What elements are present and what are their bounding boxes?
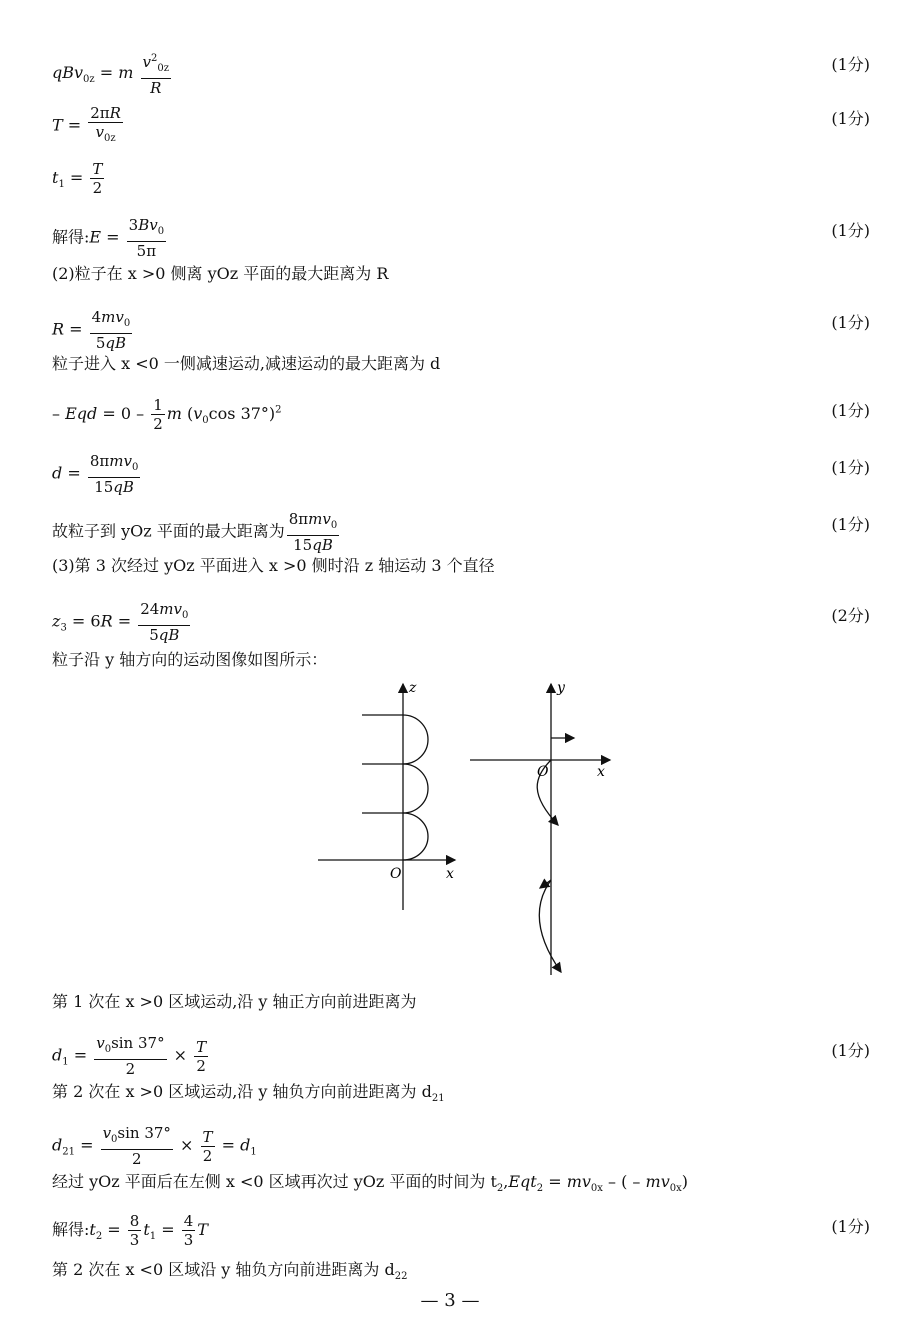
trajectory-2b <box>540 880 551 888</box>
text-enter-negative: 粒子进入 x <0 一侧减速运动,减速运动的最大距离为 d <box>52 354 441 373</box>
score-9: (1分) <box>831 1041 870 1060</box>
semicircle-3 <box>403 813 428 860</box>
score-5: (1分) <box>831 401 870 420</box>
label-z: z <box>409 680 417 696</box>
eq-period: T = $\frac{2\pi R}{v_{0z}}$ <box>52 104 121 144</box>
eq-z3: $z_3 = 6R$ = $\frac{24mv_0}{5qB}$ <box>52 600 189 644</box>
score-10: (1分) <box>831 1217 870 1236</box>
eq-R: R = $\frac{4mv_0}{5qB}$ <box>52 308 131 352</box>
section-2-heading: (2)粒子在 x >0 侧离 yOz 平面的最大距离为 R <box>52 264 389 283</box>
eq-d21: $d_{21}$ = $\frac{v_0\sin 37^\circ}{2}$ × $\frac{T}{2}$ = $d_1$ <box>52 1124 257 1168</box>
label-O-right: O <box>537 764 549 780</box>
trajectory-2a <box>539 880 561 972</box>
score-7: (1分) <box>831 515 870 534</box>
eq-d1: $d_1$ = $\frac{v_0\sin 37^\circ}{2}$ × $\frac{T}{2}$ <box>52 1034 207 1078</box>
label-y: y <box>557 680 565 696</box>
score-2: (1分) <box>831 109 870 128</box>
eq-energy: – Eqd = 0 – $\frac{1}{2}$ m ($v_0\cos$ 37°)$^2$ <box>52 396 282 433</box>
page-number: — 3 — <box>420 1290 480 1311</box>
eq-d: d = $\frac{8\pi mv_0}{15qB}$ <box>52 452 139 496</box>
score-1: (1分) <box>831 55 870 74</box>
text-second-pass: 第 2 次在 x >0 区域运动,沿 y 轴负方向前进距离为 $d_{21}$ <box>52 1082 445 1105</box>
score-4: (1分) <box>831 313 870 332</box>
text-first-pass: 第 1 次在 x >0 区域运动,沿 y 轴正方向前进距离为 <box>52 992 417 1011</box>
text-y-motion: 粒子沿 y 轴方向的运动图像如图所示： <box>52 650 328 669</box>
eq-lorentz: qBv$_{0z}$ = m $\frac{v^2_{0z}}{R}$ <box>52 50 173 97</box>
text-second-negative: 第 2 次在 x <0 区域沿 y 轴负方向前进距离为 $d_{22}$ <box>52 1260 408 1283</box>
semicircle-2 <box>403 764 428 813</box>
score-6: (1分) <box>831 458 870 477</box>
eq-t1: $t_1$ = $\frac{T}{2}$ <box>52 160 103 197</box>
text-max-distance: 故粒子到 yOz 平面的最大距离为 $\frac{8\pi mv_0}{15qB}$ <box>52 510 338 554</box>
label-O-left: O <box>390 866 402 882</box>
text-after-pass: 经过 yOz 平面后在左侧 x <0 区域再次过 yOz 平面的时间为 $t_2,Eqt_2 = mv_{0x}$ – ( – $mv_{0x}$) <box>52 1172 688 1195</box>
semicircle-1 <box>403 715 428 764</box>
eq-t2: 解得$:t_2$ = $\frac{8}{3}$ $t_1$ = $\frac{4}{3}$ T <box>52 1212 208 1249</box>
label-x-left: x <box>446 866 454 882</box>
label-x-right: x <box>597 764 605 780</box>
score-8: (2分) <box>831 606 870 625</box>
section-3-heading: (3)第 3 次经过 yOz 平面进入 x >0 侧时沿 z 轴运动 3 个直径 <box>52 556 495 575</box>
score-3: (1分) <box>831 221 870 240</box>
eq-solve-E: 解得:E = $\frac{3Bv_0}{5\pi}$ <box>52 216 165 260</box>
